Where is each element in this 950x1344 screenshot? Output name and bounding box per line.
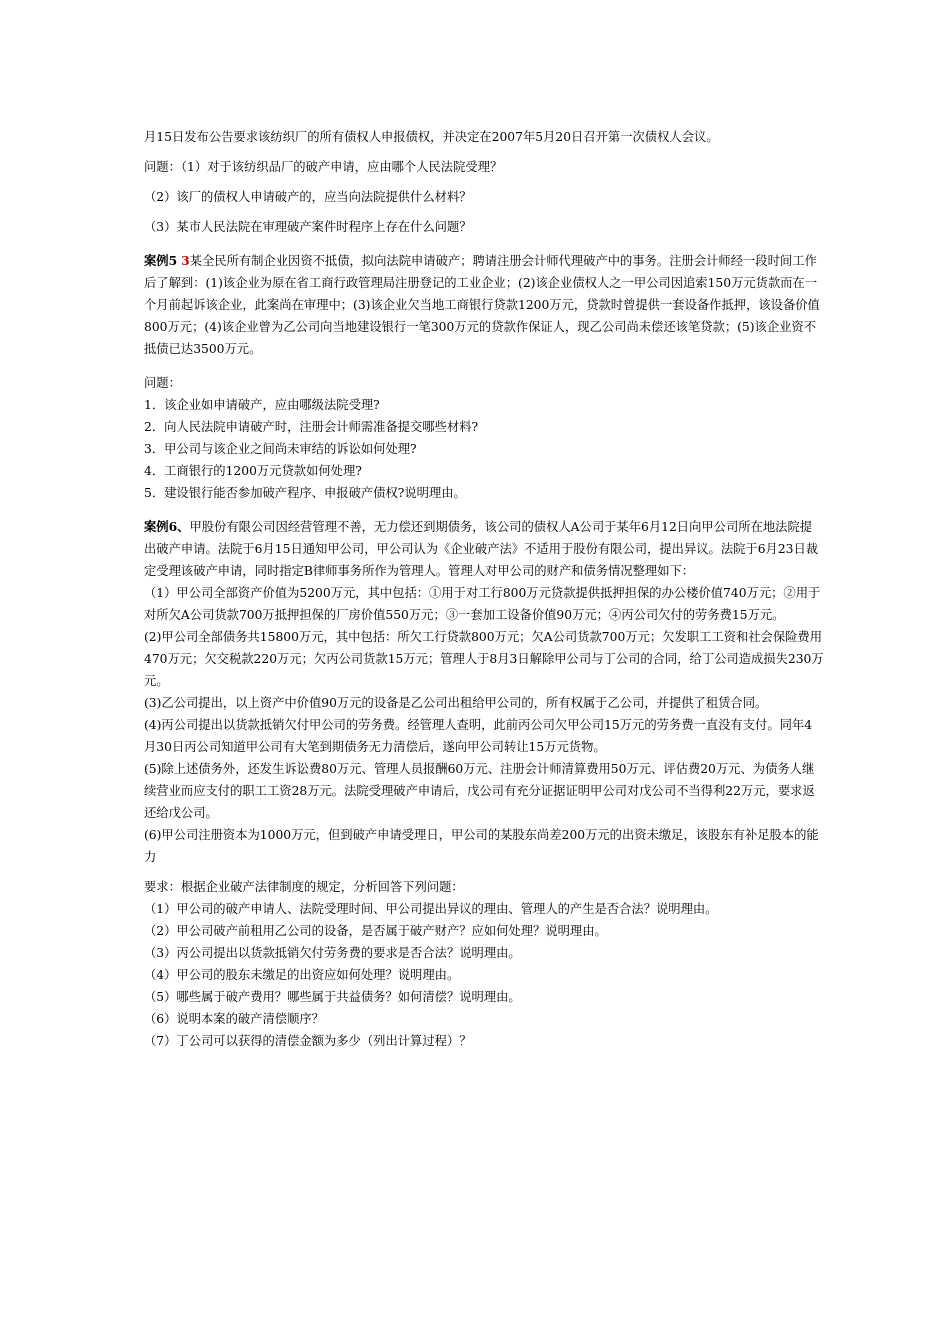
case6-label: 案例6、 <box>144 519 190 534</box>
case5-question: 2．向人民法院申请破产时，注册会计师需准备提交哪些材料? <box>144 420 479 434</box>
case5-questions-title: 问题： <box>144 376 181 390</box>
case5-question: 1．该企业如申请破产，应由哪级法院受理? <box>144 398 380 412</box>
case6-item: (2)甲公司全部债务共15800万元，其中包括：所欠工行贷款800万元；欠A公司货款700万元；欠发职工工资和社会保险费用470万元；欠交税款220万元；欠丙公司货款15万元；管理人于8月3日解除甲公司与丁公司的合同，给丁公司造成损失230万元。 <box>144 630 824 688</box>
case6-item: (4)丙公司提出以货款抵销欠付甲公司的劳务费。经管理人查明，此前丙公司欠甲公司15万元的劳务费一直没有支付。同年4月30日丙公司知道甲公司有大笔到期债务无力清偿后，遂向甲公司转让15万元货物。 <box>144 718 813 754</box>
case6-requirement: （2）甲公司破产前租用乙公司的设备，是否属于破产财产？应如何处理？说明理由。 <box>144 924 607 938</box>
case5-question: 3．甲公司与该企业之间尚未审结的诉讼如何处理? <box>144 442 417 456</box>
case6-requirement: （3）丙公司提出以货款抵销欠付劳务费的要求是否合法？说明理由。 <box>144 946 521 960</box>
case5-question: 4．工商银行的1200万元贷款如何处理? <box>144 464 362 478</box>
case6-requirements-title: 要求：根据企业破产法律制度的规定，分析回答下列问题： <box>144 880 464 894</box>
case6-item: (3)乙公司提出，以上资产中价值90万元的设备是乙公司出租给甲公司的，所有权属于乙公司，并提供了租赁合同。 <box>144 696 768 710</box>
case6-body: 甲股份有限公司因经营管理不善，无力偿还到期债务，该公司的债权人A公司于某年6月12日向甲公司所在地法院提出破产申请。法院于6月15日通知甲公司，甲公司认为《企业破产法》不适用于股份有限公司，提出异议。法院于6月23日裁定受理该破产申请，同时指定B律师事务所作为管理人。管理人对甲公司的财产和债务情况整理如下： <box>144 520 819 578</box>
case5-question: 5．建设银行能否参加破产程序、申报破产债权?说明理由。 <box>144 486 466 500</box>
case5-number: 3 <box>181 253 190 268</box>
case5-paragraph <box>144 250 824 360</box>
case6-paragraph <box>144 516 824 582</box>
intro-question-2: （2）该厂的债权人申请破产的，应当向法院提供什么材料？ <box>144 190 472 204</box>
case5-label: 案例5 <box>144 253 178 268</box>
intro-line: 月15日发布公告要求该纺织厂的所有债权人申报债权，并决定在2007年5月20日召开第一次债权人会议。 <box>144 130 719 144</box>
case6-item: (5)除上述债务外，还发生诉讼费80万元、管理人员报酬60万元、注册会计师清算费用50万元、评估费20万元、为债务人继续营业而应支付的职工工资28万元。法院受理破产申请后，戊公司有充分证据证明甲公司对戊公司不当得利22万元，要求返还给戊公司。 <box>144 762 815 820</box>
case6-item: (6)甲公司注册资本为1000万元，但到破产申请受理日，甲公司的某股东尚差200万元的出资未缴足，该股东有补足股本的能力 <box>144 828 819 864</box>
case6-requirement: （5）哪些属于破产费用？哪些属于共益债务？如何清偿？说明理由。 <box>144 990 521 1004</box>
case6-requirement: （6）说明本案的破产清偿顺序？ <box>144 1012 324 1026</box>
case5-body: 某全民所有制企业因资不抵债，拟向法院申请破产；聘请注册会计师代理破产中的事务。注册会计师经一段时间工作后了解到：(1)该企业为原在省工商行政管理局注册登记的工业企业；(2)该企业债权人之一甲公司因追索150万元货款而在一个月前起诉该企业，此案尚在审理中；(3)该企业欠当地工商银行贷款1200万元，贷款时曾提供一套设备作抵押，该设备价值800万元；(4)该企业曾为乙公司向当地建设银行一笔300万元的贷款作保证人，现乙公司尚未偿还该笔贷款；(5)该企业资不抵债已达3500万元。 <box>144 254 820 356</box>
intro-question-1: 问题：（1）对于该纺织品厂的破产申请，应由哪个人民法院受理？ <box>144 160 503 174</box>
case6-requirement: （4）甲公司的股东未缴足的出资应如何处理？说明理由。 <box>144 968 460 982</box>
case6-requirement: （7）丁公司可以获得的清偿金额为多少（列出计算过程）？ <box>144 1034 472 1048</box>
intro-question-3: （3）某市人民法院在审理破产案件时程序上存在什么问题？ <box>144 220 472 234</box>
document-page <box>144 126 824 1052</box>
case6-requirement: （1）甲公司的破产申请人、法院受理时间、甲公司提出异议的理由、管理人的产生是否合法？说明理由。 <box>144 902 718 916</box>
case6-item: （1）甲公司全部资产价值为5200万元，其中包括：①用于对工行800万元贷款提供抵押担保的办公楼价值740万元；②用于对所欠A公司货款700万抵押担保的厂房价值550万元；③一套加工设备价值90万元；④丙公司欠付的劳务费15万元。 <box>144 586 821 622</box>
